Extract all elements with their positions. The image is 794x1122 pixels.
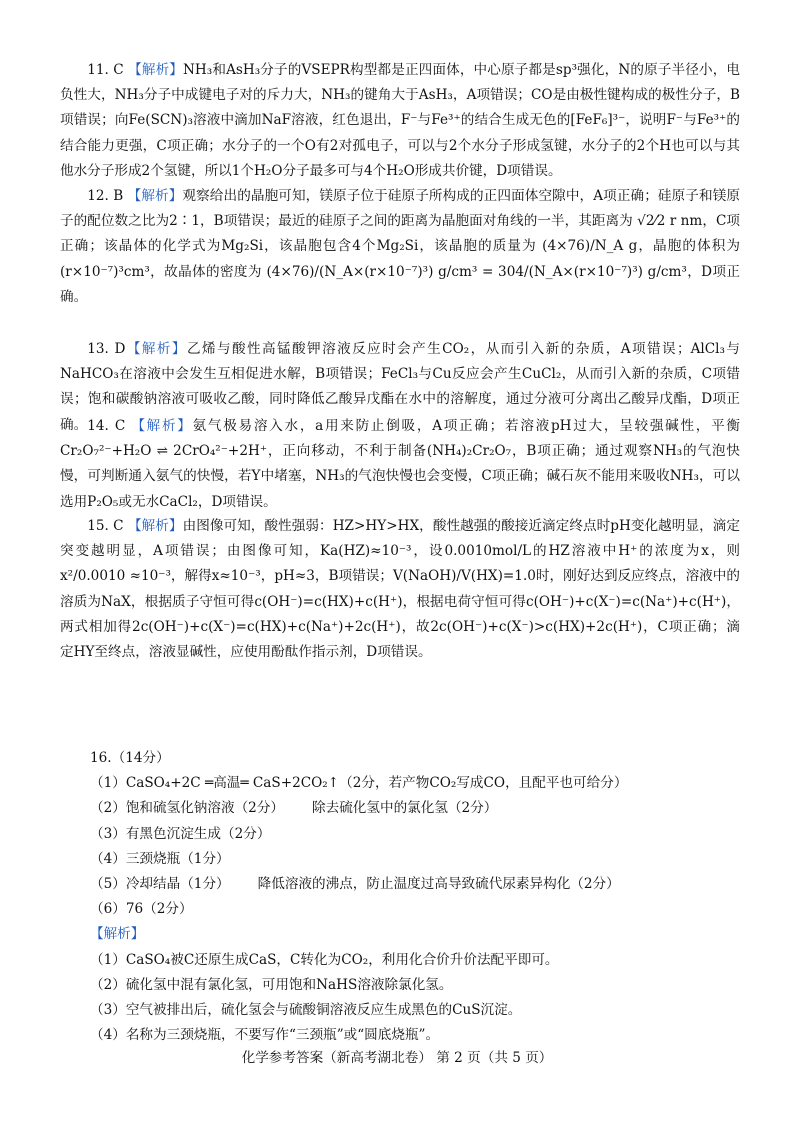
answer-14 [60,414,740,515]
answer-16-part-3: （3）有黑色沉淀生成（2分） [90,825,271,842]
analysis-tag: 【解析】 [125,341,187,357]
analysis-tag: 【解析】 [90,926,145,943]
answer-16-part-5 [90,872,750,897]
answer-15 [60,514,740,665]
answer-12 [60,184,740,310]
answer-11 [60,58,740,184]
analysis-tag: 【解析】 [128,62,184,78]
answer-12-body: 观察给出的晶胞可知，镁原子位于硅原子所构成的正四面体空隙中，A项正确；硅原子和镁原子的配位数之比为2∶1，B项错误；最近的硅原子之间的距离为晶胞面对角线的一半，其距离为 √2⁄2 r nm，C项正确；该晶体的化学式为Mg₂Si，该晶胞包含4个Mg₂Si，该晶胞的质量为 (4×76)/N_A g，晶胞的体积为 (r×10⁻⁷)³cm³，故晶体的密度为 (4×76)/(N_A×(r×10⁻⁷)³) g/cm³ = 304/(N_A×(r×10⁻⁷)³) g/cm³，D项正确。 [60,188,740,305]
explanation-1: （1）CaSO₄被C还原生成CaS，C转化为CO₂，利用化合价升价法配平即可。 [90,951,559,968]
answer-13-body: 乙烯与酸性高锰酸钾溶液反应时会产生CO₂，从而引入新的杂质，A项错误；AlCl₃与NaHCO₃在溶液中会发生互相促进水解，B项错误；FeCl₃与Cu反应会产生CuCl₂，从而引入新的杂质，C项错误；饱和碳酸钠溶液可吸收乙酸，同时降低乙酸异戊酯在水中的溶解度，通过分液可分离出乙酸异戊酯，D项正确。 [60,341,740,433]
analysis-tag: 【解析】 [127,188,183,204]
answer-16 [90,746,750,1048]
answer-16-part-5-reason: 降低溶液的沸点，防止温度过高导致硫代尿素异构化（2分） [257,876,620,893]
explanation-4: （4）名称为三颈烧瓶，不要写作“三颈瓶”或“圆底烧瓶”。 [90,1027,440,1044]
answer-13-head: 13. D [87,341,126,357]
answer-16-part-2 [90,796,750,821]
page-footer: 化学参考答案（新高考湖北卷） 第 2 页（共 5 页） [241,1050,553,1066]
answer-16-part-2-reagent: （2）饱和硫氢化钠溶液（2分） [90,800,285,817]
explanation-2: （2）硫化氢中混有氯化氢，可用饱和NaHS溶液除氯化氢。 [90,976,453,993]
answer-15-head: 15. C [87,518,128,534]
answer-16-part-5-method: （5）冷却结晶（1分） [90,876,230,893]
answer-16-part-1: （1）CaSO₄+2C ═高温═ CaS+2CO₂↑（2分，若产物CO₂写成CO，且配平也可给分） [90,775,628,792]
analysis-tag: 【解析】 [131,418,193,434]
answer-12-head: 12. B [87,188,128,204]
answer-16-title: 16.（14分） [90,750,170,766]
answer-16-part-4: （4）三颈烧瓶（1分） [90,850,230,867]
answer-16-part-6: （6）76（2分） [90,901,193,918]
answer-14-head: 14. C [87,418,132,434]
answer-16-part-2-purpose: 除去硫化氢中的氯化氢（2分） [312,800,498,817]
answer-14-body: 氨气极易溶入水，a用来防止倒吸，A项正确；若溶液pH过大，呈较强碱性，平衡Cr₂O₇²⁻+H₂O ⇌ 2CrO₄²⁻+2H⁺，正向移动，不利于制备(NH₄)₂Cr₂O₇，B项正确；通过观察NH₃的气泡快慢，可判断通入氨气的快慢，若Y中堵塞，NH₃的气泡快慢也会变慢，C项正确；碱石灰不能用来吸收NH₃，可以选用P₂O₅或无水CaCl₂，D项错误。 [60,418,741,510]
explanation-3: （3）空气被排出后，硫化氢会与硫酸铜溶液反应生成黑色的CuS沉淀。 [90,1002,522,1019]
answer-11-body: NH₃和AsH₃分子的VSEPR构型都是正四面体，中心原子都是sp³强化，N的原子半径小，电负性大，NH₃分子中成键电子对的斥力大，NH₃的键角大于AsH₃，A项错误；CO是由极性键构成的极性分子，B项错误；向Fe(SCN)₃溶液中滴加NaF溶液，红色退出，F⁻与Fe³⁺的结合生成无色的[FeF₆]³⁻，说明F⁻与Fe³⁺的结合能力更强，C项正确；水分子的一个O有2对孤电子，可以与2个水分子形成氢键，水分子的2个H也可以与其他水分子形成2个氢键，所以1个H₂O分子最多可与4个H₂O形成共价键，D项错误。 [60,62,741,179]
answer-11-head: 11. C [87,62,129,78]
answer-15-body: 由图像可知，酸性强弱：HZ>HY>HX，酸性越强的酸接近滴定终点时pH变化越明显，滴定突变越明显，A项错误；由图像可知，Ka(HZ)≈10⁻³，设0.0010mol/L的HZ溶液中H⁺的浓度为x，则 x²/0.0010 ≈10⁻³，解得x≈10⁻³，pH≈3，B项错误；V(NaOH)/V(HX)=1.0时，刚好达到反应终点，溶液中的溶质为NaX，根据质子守恒可得c(OH⁻)=c(HX)+c(H⁺)，根据电荷守恒可得c(OH⁻)+c(X⁻)=c(Na⁺)+c(H⁺)，两式相加得2c(OH⁻)+c(X⁻)=c(HX)+c(Na⁺)+2c(H⁺)，故2c(OH⁻)+c(X⁻)>c(HX)+2c(H⁺)，C项正确；滴定HY至终点，溶液显碱性，应使用酚酞作指示剂，D项错误。 [60,518,740,661]
analysis-tag: 【解析】 [127,518,183,534]
